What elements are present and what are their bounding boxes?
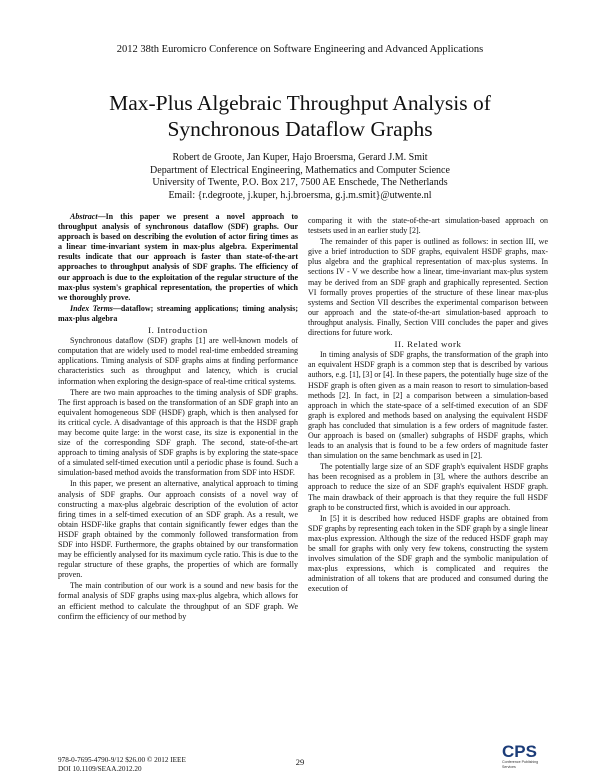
author-address: University of Twente, P.O. Box 217, 7500 AE Enschede, The Netherlands xyxy=(152,177,448,188)
index-terms xyxy=(58,304,298,324)
title-line-2: Synchronous Dataflow Graphs xyxy=(167,117,433,141)
abstract xyxy=(58,212,298,303)
conference-header: 2012 38th Euromicro Conference on Software Engineering and Advanced Applications xyxy=(116,44,484,55)
paragraph: The remainder of this paper is outlined as follows: in section III, we give a brief introduction to SDF graphs, equivalent HSDF graphs, max-plus algebra and the graphical representation of max-plus systems. In sections IV - V we describe how a linear, time-invariant max-plus system may be derived from an SDF graph and graphically represented. Section VI formally proves properties of the structure of these linear max-plus systems and Section VII describes the experimental comparison between our approach and the state-of-the-art simulation-based approach to throughput analysis. Finally, Section VIII concludes the paper and gives directions for future work. xyxy=(308,237,548,338)
author-names: Robert de Groote, Jan Kuper, Hajo Broersma, Gerard J.M. Smit xyxy=(172,152,428,163)
paragraph: There are two main approaches to the timing analysis of SDF graphs. The first approach is based on the transformation of an SDF graph into an equivalent homogeneous SDF (HSDF) graph, which is then analysed for its critical cycle. A disadvantage of this approach is that the HSDF graph may become quite large: in the worst case, its size is exponential in the size of the corresponding SDF graph. The second, state-of-the-art approach to timing analysis of SDF graphs is by exploring the state-space of a simulated self-timed execution until a periodic phase is found. Such a simulation-based method avoids the transformation from SDF into HSDF. xyxy=(58,387,298,478)
footer-doi: DOI 10.1109/SEAA.2012.20 xyxy=(58,765,142,773)
paragraph: In timing analysis of SDF graphs, the transformation of the graph into an equivalent HSDF graph is a common step that is described by various authors, e.g. [1], [3] or [4]. In these papers, the potentially huge size of the HSDF graph is often given as a main reason to resort to simulation-based methods [2]. In fact, in [2] a comparison between a simulation-based approach in which the state-space of a self-timed execution of an SDF graph is explored and methods based on analysing the equivalent HSDF graph has concluded that simulation is a few orders of magnitude faster. Our approach is based on (smaller) subgraphs of HSDF graphs, which leads to an analysis that is found to be a few orders of magnitude faster than simulation on the same benchmark as used in [2]. xyxy=(308,350,548,461)
index-terms-lead: Index Terms xyxy=(70,303,113,313)
paper-title xyxy=(60,90,540,142)
cps-logo xyxy=(502,743,546,769)
paragraph: comparing it with the state-of-the-art simulation-based approach on testsets used in an earlier study [2]. xyxy=(308,216,548,236)
paragraph: In [5] it is described how reduced HSDF graphs are obtained from SDF graphs by representing each token in the SDF graph by a single linear max-plus expression. Although the size of the reduced HSDF graph may be small for graphs with only very few tokens, constructing the system involves simulation of the SDF graph and the symbolic manipulation of max-plus expressions, which is complicated and requires the administration of all tokens that are produced and consumed during the execution of xyxy=(308,513,548,594)
cps-logo-mark: CPS xyxy=(502,742,537,761)
section-heading-introduction: I. Introduction xyxy=(148,325,208,336)
index-terms-text: —dataflow; streaming applications; timing analysis; max-plus algebra xyxy=(58,303,298,323)
right-column xyxy=(308,216,548,595)
abstract-text: —In this paper we present a novel approach to throughput analysis of synchronous dataflow (SDF) graphs. Our approach is based on describing the evolution of actor firing times as a linear time-invariant system in max-plus algebra. Experimental results indicate that our approach is faster than state-of-the-art approaches to throughput analysis of SDF graphs. The efficiency of our approach is due to the exploitation of the regular structure of the max-plus system's graphical representation, the properties of which we thoroughly prove. xyxy=(58,212,298,302)
paragraph: In this paper, we present an alternative, analytical approach to timing analysis of SDF graphs. Our approach consists of a novel way of constructing a max-plus algebraic description of the evolution of actor firing times in a self-timed execution of an SDF graph. As a result, we obtain HSDF-like graphs that contain significantly fewer edges than the HSDF graph obtained by the commonly followed transformation from SDF into HSDF. Furthermore, the graphs obtained by our transformation may be efficiently analysed for its maximum cycle ratio. This is due to the regular structure of these graphs, the properties of which are formally proven. xyxy=(58,479,298,580)
abstract-lead: Abstract xyxy=(70,212,98,221)
author-block xyxy=(60,152,540,202)
left-column xyxy=(58,212,298,623)
footer-isbn: 978-0-7695-4790-9/12 $26.00 © 2012 IEEE xyxy=(58,756,186,764)
paragraph: The potentially large size of an SDF graph's equivalent HSDF graphs has been recognised as a problem in [3], where the authors describe an approach to reduce the size of an SDF graph's equivalent HSDF graph. The main drawback of their approach is that they require the full HSDF graph to be constructed first, which is avoided in our approach. xyxy=(308,462,548,512)
page-number: 29 xyxy=(295,757,305,767)
paragraph: Synchronous dataflow (SDF) graphs [1] are well-known models of computation that are widely used to model real-time embedded streaming applications. Timing analysis of SDF graphs aims at finding performance characteristics such as throughput and latency, which is crucial information when exploring the design-space of real-time critical systems. xyxy=(58,336,298,386)
paragraph: The main contribution of our work is a sound and new basis for the formal analysis of SDF graphs using max-plus algebra, which allows for an efficient method to calculate the throughput of an SDF graph. We confirm the efficiency of our method by xyxy=(58,581,298,621)
author-department: Department of Electrical Engineering, Mathematics and Computer Science xyxy=(150,164,450,176)
cps-logo-subtext: Conference Publishing Services xyxy=(502,760,539,769)
section-heading-related-work: II. Related work xyxy=(394,339,462,350)
author-email: Email: {r.degroote, j.kuper, h.j.broersma, g.j.m.smit}@utwente.nl xyxy=(168,189,432,201)
title-line-1: Max-Plus Algebraic Throughput Analysis of xyxy=(109,91,491,115)
